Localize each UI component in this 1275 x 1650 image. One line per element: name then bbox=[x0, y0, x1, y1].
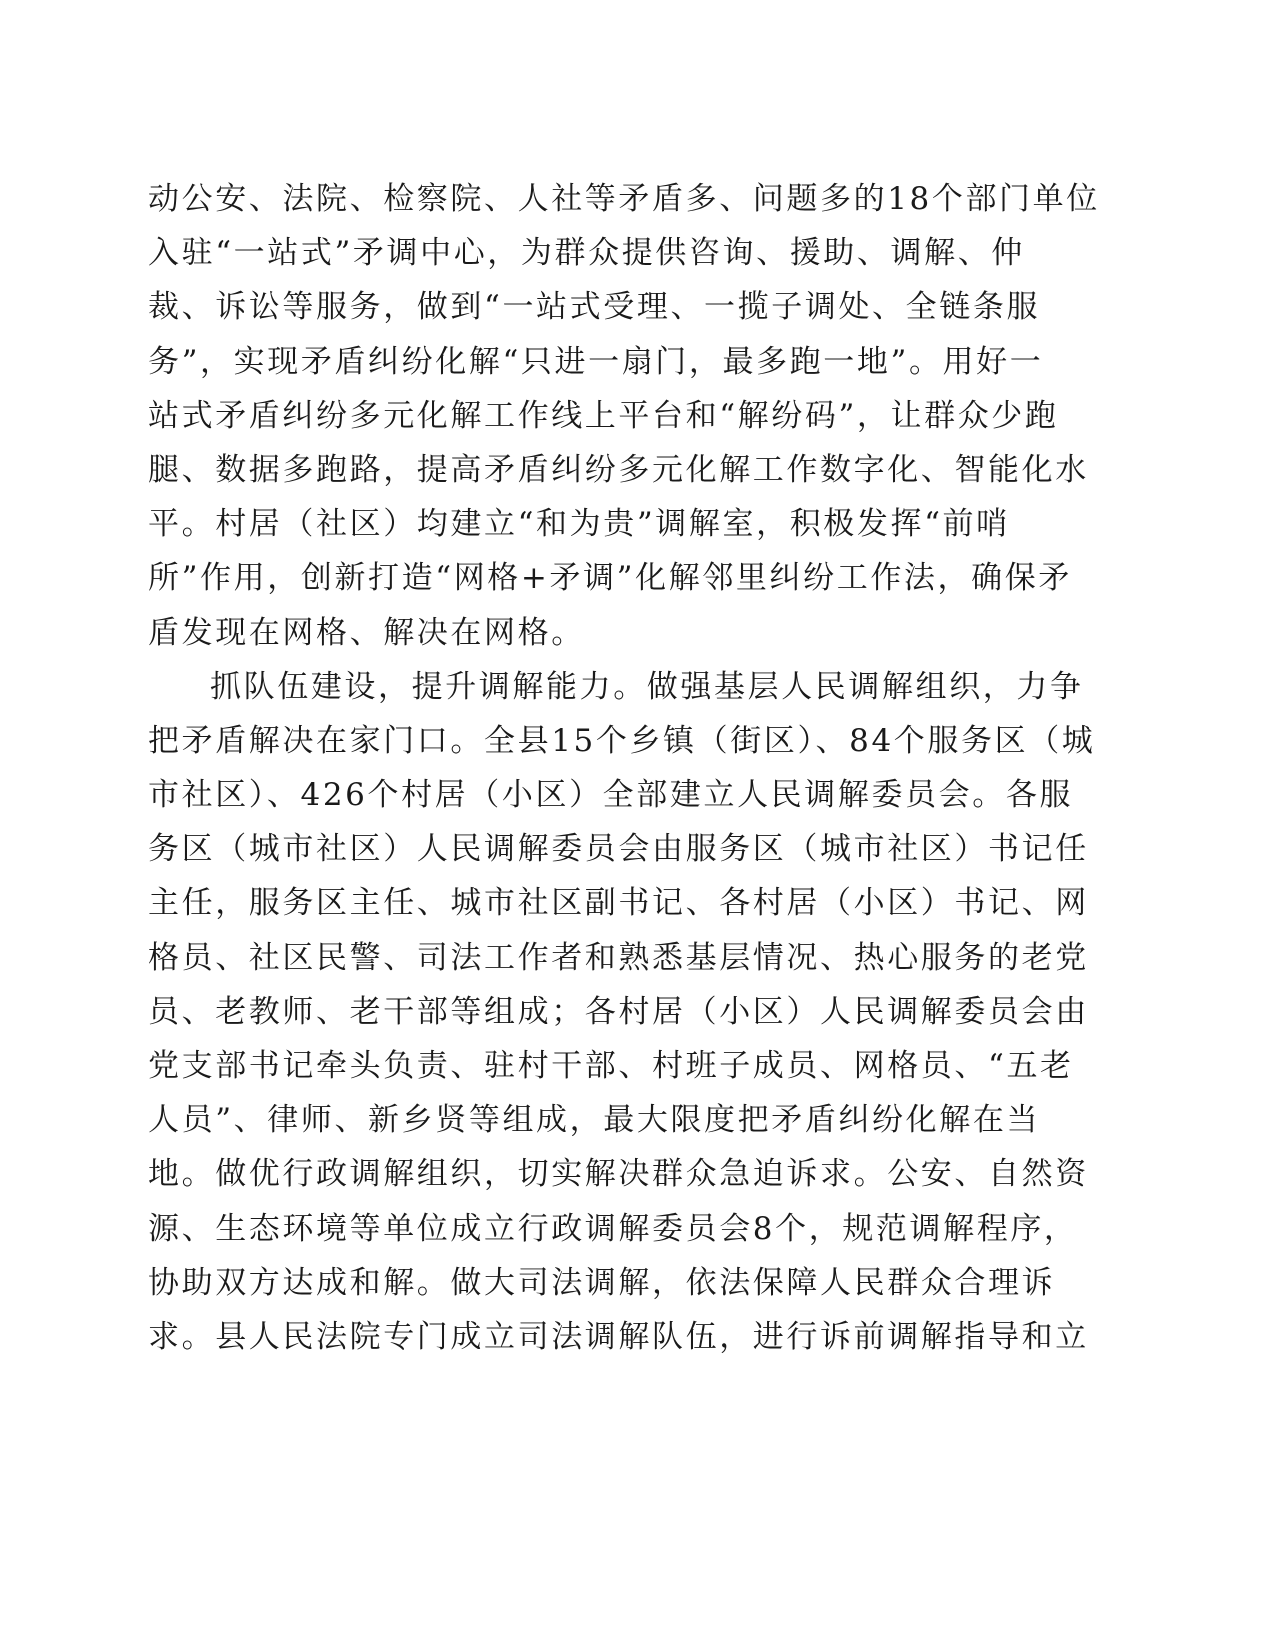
text-line: 站式矛盾纠纷多元化解工作线上平台和“解纷码”，让群众少跑 bbox=[148, 397, 1059, 434]
text-line: 人员”、律师、新乡贤等组成，最大限度把矛盾纠纷化解在当 bbox=[148, 1102, 1041, 1139]
text-line: 入驻“一站式”矛调中心，为群众提供咨询、援助、调解、仲 bbox=[148, 235, 1025, 272]
text-line: 把矛盾解决在家门口。全县15个乡镇（街区）、84个服务区（城 bbox=[148, 722, 1096, 759]
text-line: 源、生态环境等单位成立行政调解委员会8个，规范调解程序， bbox=[148, 1210, 1078, 1247]
text-line: 裁、诉讼等服务，做到“一站式受理、一揽子调处、全链条服 bbox=[148, 289, 1041, 326]
text-line: 求。县人民法院专门成立司法调解队伍，进行诉前调解指导和立 bbox=[148, 1318, 1089, 1355]
text-line: 格员、社区民警、司法工作者和熟悉基层情况、热心服务的老党 bbox=[148, 939, 1089, 976]
body-text bbox=[148, 172, 1128, 1364]
text-line: 员、老教师、老干部等组成；各村居（小区）人民调解委员会由 bbox=[148, 993, 1089, 1030]
text-line: 所”作用，创新打造“网格+矛调”化解邻里纠纷工作法，确保矛 bbox=[148, 560, 1072, 597]
paragraph-start-line: 抓队伍建设，提升调解能力。做强基层人民调解组织，力争 bbox=[210, 668, 1084, 705]
text-line: 务”，实现矛盾纠纷化解“只进一扇门，最多跑一地”。用好一 bbox=[148, 343, 1044, 380]
text-line: 党支部书记牵头负责、驻村干部、村班子成员、网格员、“五老 bbox=[148, 1048, 1074, 1084]
text-line: 腿、数据多跑路，提高矛盾纠纷多元化解工作数字化、智能化水 bbox=[148, 451, 1089, 488]
text-line: 协助双方达成和解。做大司法调解，依法保障人民群众合理诉 bbox=[148, 1264, 1056, 1301]
text-line: 市社区）、426个村居（小区）全部建立人民调解委员会。各服 bbox=[148, 777, 1074, 814]
text-line: 主任，服务区主任、城市社区副书记、各村居（小区）书记、网 bbox=[148, 885, 1089, 922]
text-line: 动公安、法院、检察院、人社等矛盾多、问题多的18个部门单位 bbox=[148, 181, 1100, 217]
text-line: 地。做优行政调解组织，切实解决群众急迫诉求。公安、自然资 bbox=[148, 1156, 1089, 1193]
text-line: 平。村居（社区）均建立“和为贵”调解室，积极发挥“前哨 bbox=[148, 506, 1010, 543]
text-line: 盾发现在网格、解决在网格。 bbox=[148, 614, 585, 651]
text-line: 务区（城市社区）人民调解委员会由服务区（城市社区）书记任 bbox=[148, 831, 1089, 868]
